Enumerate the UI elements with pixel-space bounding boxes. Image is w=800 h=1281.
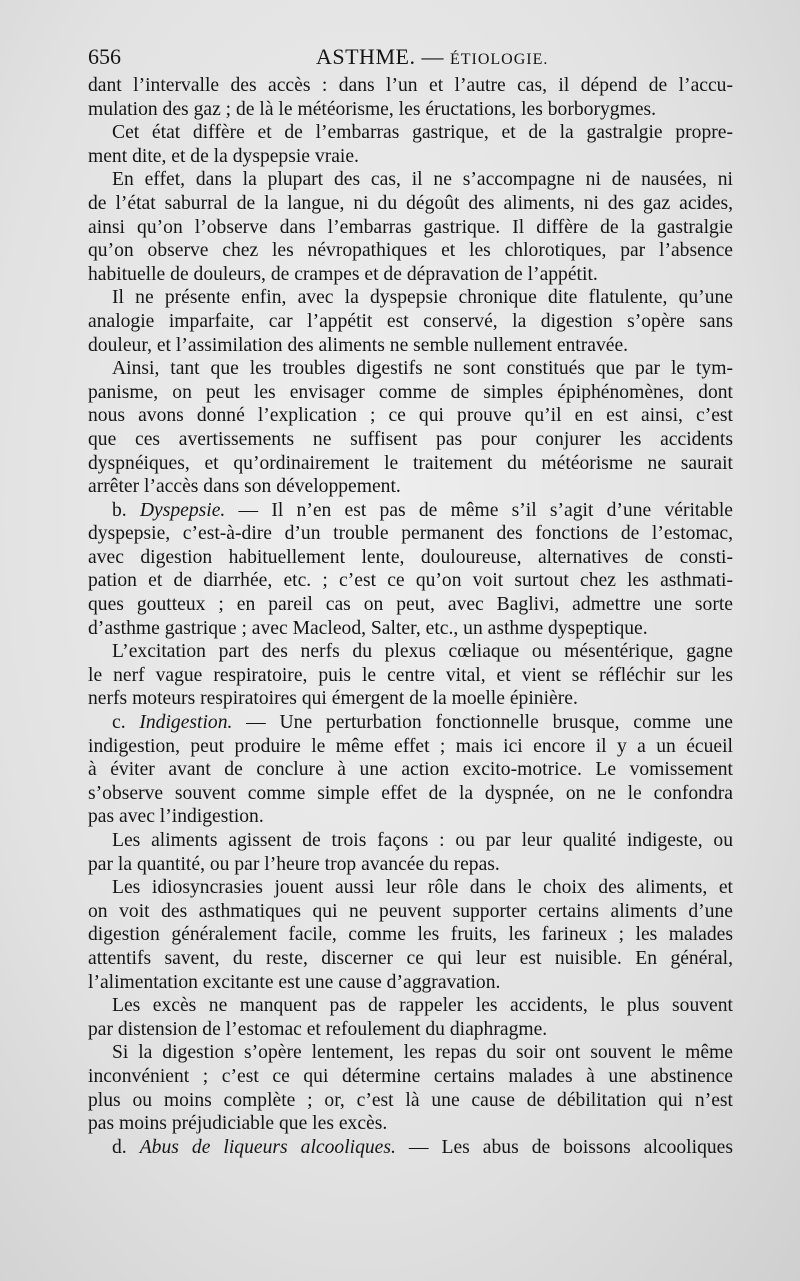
line-text: que ces avertissements ne suffisent pas pour conjurer les accidents — [88, 428, 733, 450]
line-text: le nerf vague respiratoire, puis le centre vital, et vient se réfléchir sur les — [88, 664, 733, 686]
line-text: Il ne présente enfin, avec la dyspepsie chronique dite flatulente, qu’une — [112, 287, 733, 309]
line-text: dyspnéiques, et qu’ordinairement le traitement du météorisme ne saurait — [88, 452, 733, 474]
running-title-separator: — — [415, 44, 450, 69]
line-text: par distension de l’estomac et refoulement du diaphragme. — [88, 1018, 548, 1040]
text-line — [88, 569, 733, 593]
line-text: d’asthme gastrique ; avec Macleod, Salter, etc., un asthme dyspeptique. — [88, 617, 648, 639]
line-text: — Une perturbation fonctionnelle brusque, comme une — [232, 712, 733, 734]
section-letter: d. — [112, 1136, 140, 1158]
section-heading: Dyspepsie. — [139, 499, 226, 521]
line-text: par la quantité, ou par l’heure trop avancée du repas. — [88, 853, 500, 875]
text-line — [88, 1089, 733, 1113]
text-line — [88, 805, 733, 829]
line-text: pas avec l’indigestion. — [88, 806, 264, 828]
line-text: ment dite, et de la dyspepsie vraie. — [88, 145, 359, 167]
text-line — [88, 192, 733, 216]
running-title-sub: ÉTIOLOGIE. — [449, 51, 549, 68]
line-text: Ainsi, tant que les troubles digestifs ne sont constitués que par le tym- — [112, 358, 733, 380]
text-line — [88, 334, 733, 358]
text-line — [88, 168, 733, 192]
line-text: s’observe souvent comme simple effet de la dyspnée, on ne le confondra — [88, 782, 733, 804]
line-text: ques goutteux ; en pareil cas on peut, avec Baglivi, admettre une sorte — [88, 594, 733, 616]
running-header — [88, 44, 733, 74]
text-line — [88, 310, 733, 334]
text-line — [88, 522, 733, 546]
text-line — [88, 735, 733, 759]
line-text: — Les abus de boissons alcooliques — [395, 1136, 733, 1158]
section-letter: c. — [112, 712, 140, 734]
line-text: qu’on observe chez les névropathiques et les chlorotiques, par l’absence — [88, 240, 733, 262]
line-text: indigestion, peut produire le même effet ; mais ici encore il y a un écueil — [88, 735, 733, 757]
text-line — [88, 216, 733, 240]
text-line — [88, 357, 733, 381]
text-line — [88, 499, 733, 523]
line-text: arrêter l’accès dans son développement. — [88, 476, 401, 498]
line-text: douleur, et l’assimilation des aliments ne semble nullement entravée. — [88, 334, 629, 356]
line-text: de l’état saburral de la langue, ni du dégoût des aliments, ni des gaz acides, — [88, 192, 733, 214]
line-text: plus ou moins complète ; or, c’est là une cause de débilitation qui n’est — [88, 1089, 733, 1111]
text-line — [88, 640, 733, 664]
line-text: attentifs savent, du reste, discerner ce qui leur est nuisible. En général, — [88, 947, 733, 969]
text-line — [88, 98, 733, 122]
line-text: l’alimentation excitante est une cause d’aggravation. — [88, 971, 501, 993]
line-text: pas moins préjudiciable que les excès. — [88, 1113, 388, 1135]
line-text: à éviter avant de conclure à une action excito-motrice. Le vomissement — [88, 759, 733, 781]
text-line — [88, 239, 733, 263]
text-line — [88, 1112, 733, 1136]
line-text: habituelle de douleurs, de crampes et de dépravation de l’appétit. — [88, 263, 598, 285]
text-line — [88, 475, 733, 499]
line-text: Les excès ne manquent pas de rappeler les accidents, le plus souvent — [112, 995, 733, 1017]
line-text: nous avons donné l’explication ; ce qui prouve qu’il en est ainsi, c’est — [88, 405, 733, 427]
text-line — [88, 664, 733, 688]
text-line — [88, 758, 733, 782]
line-text: ainsi qu’on l’observe dans l’embarras gastrique. Il diffère de la gastralgie — [88, 216, 733, 238]
text-line — [88, 971, 733, 995]
text-line — [88, 1136, 733, 1160]
text-line — [88, 876, 733, 900]
text-line — [88, 782, 733, 806]
text-line — [88, 829, 733, 853]
section-heading: Indigestion. — [139, 712, 233, 734]
line-text: analogie imparfaite, car l’appétit est conservé, la digestion s’opère sans — [88, 310, 733, 332]
text-line — [88, 1041, 733, 1065]
line-text: avec digestion habituellement lente, douloureuse, alternatives de consti- — [88, 546, 733, 568]
text-line — [88, 452, 733, 476]
line-text: Les idiosyncrasies jouent aussi leur rôle dans le choix des aliments, et — [112, 877, 733, 899]
line-text: nerfs moteurs respiratoires qui émergent de la moelle épinière. — [88, 688, 578, 710]
text-line — [88, 286, 733, 310]
text-line — [88, 1065, 733, 1089]
text-line — [88, 74, 733, 98]
line-text: panisme, on peut les envisager comme de simples épiphénomènes, dont — [88, 381, 733, 403]
body-text — [88, 74, 733, 1159]
text-line — [88, 687, 733, 711]
line-text: dant l’intervalle des accès : dans l’un et l’autre cas, il dépend de l’accu- — [88, 75, 733, 96]
text-line — [88, 900, 733, 924]
line-text: inconvénient ; c’est ce qui détermine certains malades à une abstinence — [88, 1065, 733, 1087]
text-line — [88, 947, 733, 971]
section-heading: Abus de liqueurs alcooliques. — [139, 1136, 396, 1158]
line-text: — Il n’en est pas de même s’il s’agit d’une véritable — [225, 499, 734, 521]
text-line — [88, 145, 733, 169]
line-text: on voit des asthmatiques qui ne peuvent supporter certains aliments d’une — [88, 900, 733, 922]
line-text: En effet, dans la plupart des cas, il ne s’accompagne ni de nausées, ni — [112, 169, 733, 191]
text-line — [88, 617, 733, 641]
line-text: pation et de diarrhée, etc. ; c’est ce qu’on voit surtout chez les asthmati- — [88, 570, 733, 592]
running-title — [316, 44, 548, 70]
text-line — [88, 121, 733, 145]
text-line — [88, 994, 733, 1018]
line-text: Si la digestion s’opère lentement, les repas du soir ont souvent le même — [112, 1042, 733, 1064]
line-text: dyspepsie, c’est-à-dire d’un trouble permanent des fonctions de l’estomac, — [88, 523, 733, 545]
text-line — [88, 593, 733, 617]
text-line — [88, 546, 733, 570]
line-text: L’excitation part des nerfs du plexus cœliaque ou mésentérique, gagne — [112, 641, 733, 663]
running-title-main: ASTHME. — [316, 44, 416, 69]
text-line — [88, 711, 733, 735]
text-line — [88, 923, 733, 947]
page-number: 656 — [88, 44, 121, 69]
text-line — [88, 853, 733, 877]
text-line — [88, 1018, 733, 1042]
text-line — [88, 263, 733, 287]
line-text: Les aliments agissent de trois façons : ou par leur qualité indigeste, ou — [112, 830, 733, 851]
text-line — [88, 381, 733, 405]
line-text: Cet état diffère et de l’embarras gastrique, et de la gastralgie propre- — [112, 122, 733, 144]
text-line — [88, 404, 733, 428]
line-text: digestion généralement facile, comme les fruits, les farineux ; les malades — [88, 924, 733, 946]
text-line — [88, 428, 733, 452]
section-letter: b. — [112, 499, 140, 521]
line-text: mulation des gaz ; de là le météorisme, les éructations, les borborygmes. — [88, 98, 657, 120]
